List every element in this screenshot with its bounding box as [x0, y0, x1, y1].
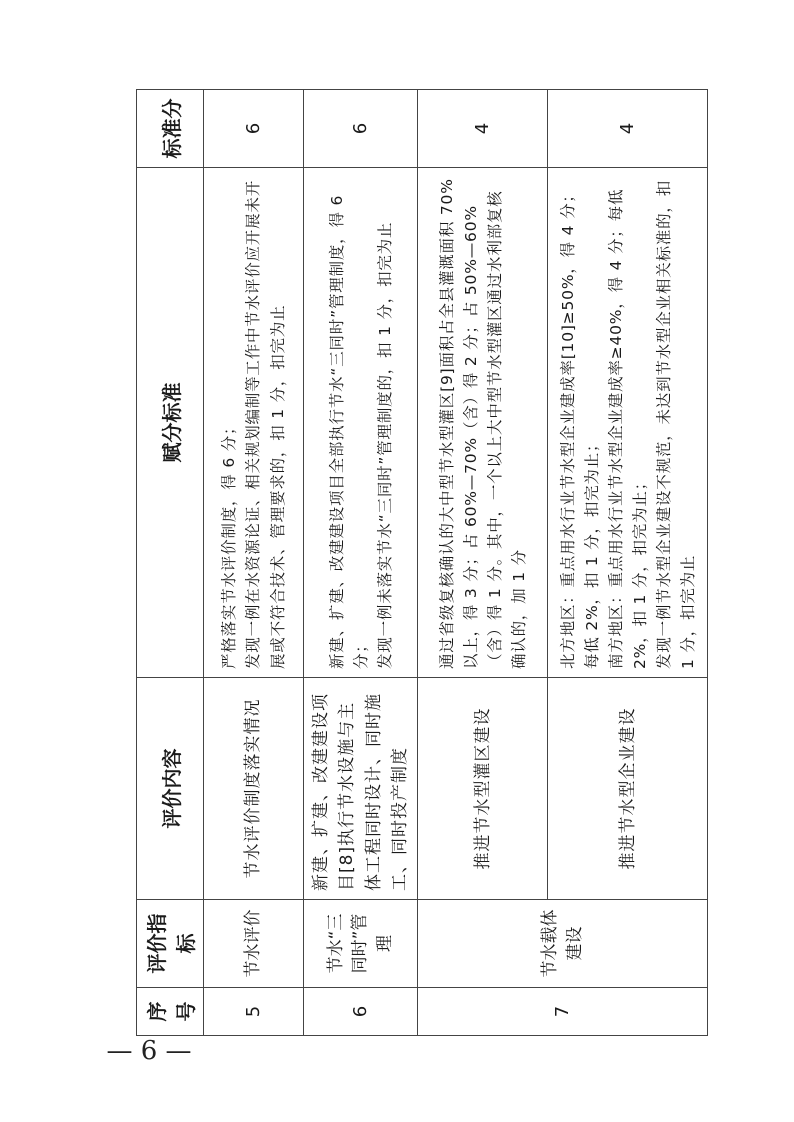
rotated-table-wrapper — [136, 90, 697, 1036]
row-score: 4 — [418, 90, 548, 168]
row-content: 节水评价制度落实情况 — [204, 678, 304, 900]
criteria-line: 新建、扩建、改建建设项目全部执行节水“三同时”管理制度，得 6 分； — [327, 194, 370, 669]
row-seq: 7 — [418, 988, 708, 1036]
table-row — [204, 90, 304, 1036]
criteria-line: 发现一例节水型企业建设不规范，未达到节水型企业相关标准的，扣 1 分，扣完为止 — [654, 179, 697, 669]
row-score: 6 — [204, 90, 304, 168]
criteria-line: 发现一例未落实节水“三同时”管理制度的，扣 1 分，扣完为止 — [375, 221, 394, 669]
row-criteria — [204, 168, 304, 678]
header-seq: 序号 — [137, 988, 204, 1036]
row-score: 4 — [548, 90, 708, 168]
row-indicator: 节水评价 — [204, 900, 304, 988]
table-row — [418, 90, 548, 1036]
row-indicator: 节水载体建设 — [418, 900, 708, 988]
header-indicator: 评价指标 — [137, 900, 204, 988]
table-row — [548, 90, 708, 1036]
criteria-line: 南方地区：重点用水行业节水型企业建成率≥40%，得 4 分；每低 2%，扣 1 分，扣完为止； — [606, 188, 649, 669]
row-content: 推进节水型企业建设 — [548, 678, 708, 900]
criteria-line: 北方地区：重点用水行业节水型企业建成率[10]≥50%，得 4 分；每低 2%，扣 1 分，扣完为止； — [558, 186, 601, 669]
header-score: 标准分 — [137, 90, 204, 168]
evaluation-table — [136, 89, 708, 1036]
header-criteria: 赋分标准 — [137, 168, 204, 678]
table-row — [304, 90, 418, 1036]
header-content: 评价内容 — [137, 678, 204, 900]
criteria-line: 发现一例在水资源论证、相关规划编制等工作中节水评价应开展未开展或不符合技术、管理要求的，扣 1 分，扣完为止 — [244, 179, 287, 669]
page-number: — 6 — — [106, 1036, 192, 1066]
row-criteria — [548, 168, 708, 678]
row-seq: 5 — [204, 988, 304, 1036]
row-content: 推进节水型灌区建设 — [418, 678, 548, 900]
criteria-line: 通过省级复核确认的大中型节水型灌区[9]面积占全县灌溉面积 70%以上，得 3 分；占 60%—70%（含）得 2 分；占 50%—60%（含）得 1 分。其中，一个以上大中型节水型灌区通过水利部复核确认的，加 1 分 — [437, 178, 528, 669]
criteria-line: 严格落实节水评价制度，得 6 分； — [220, 418, 239, 669]
row-score: 6 — [304, 90, 418, 168]
row-criteria — [418, 168, 548, 678]
row-seq: 6 — [304, 988, 418, 1036]
row-criteria — [304, 168, 418, 678]
row-content: 新建、扩建、改建建设项目[8]执行节水设施与主体工程同时设计、同时施工、同时投产制度 — [304, 678, 418, 900]
row-indicator: 节水“三同时”管理 — [304, 900, 418, 988]
table-header-row — [137, 90, 204, 1036]
